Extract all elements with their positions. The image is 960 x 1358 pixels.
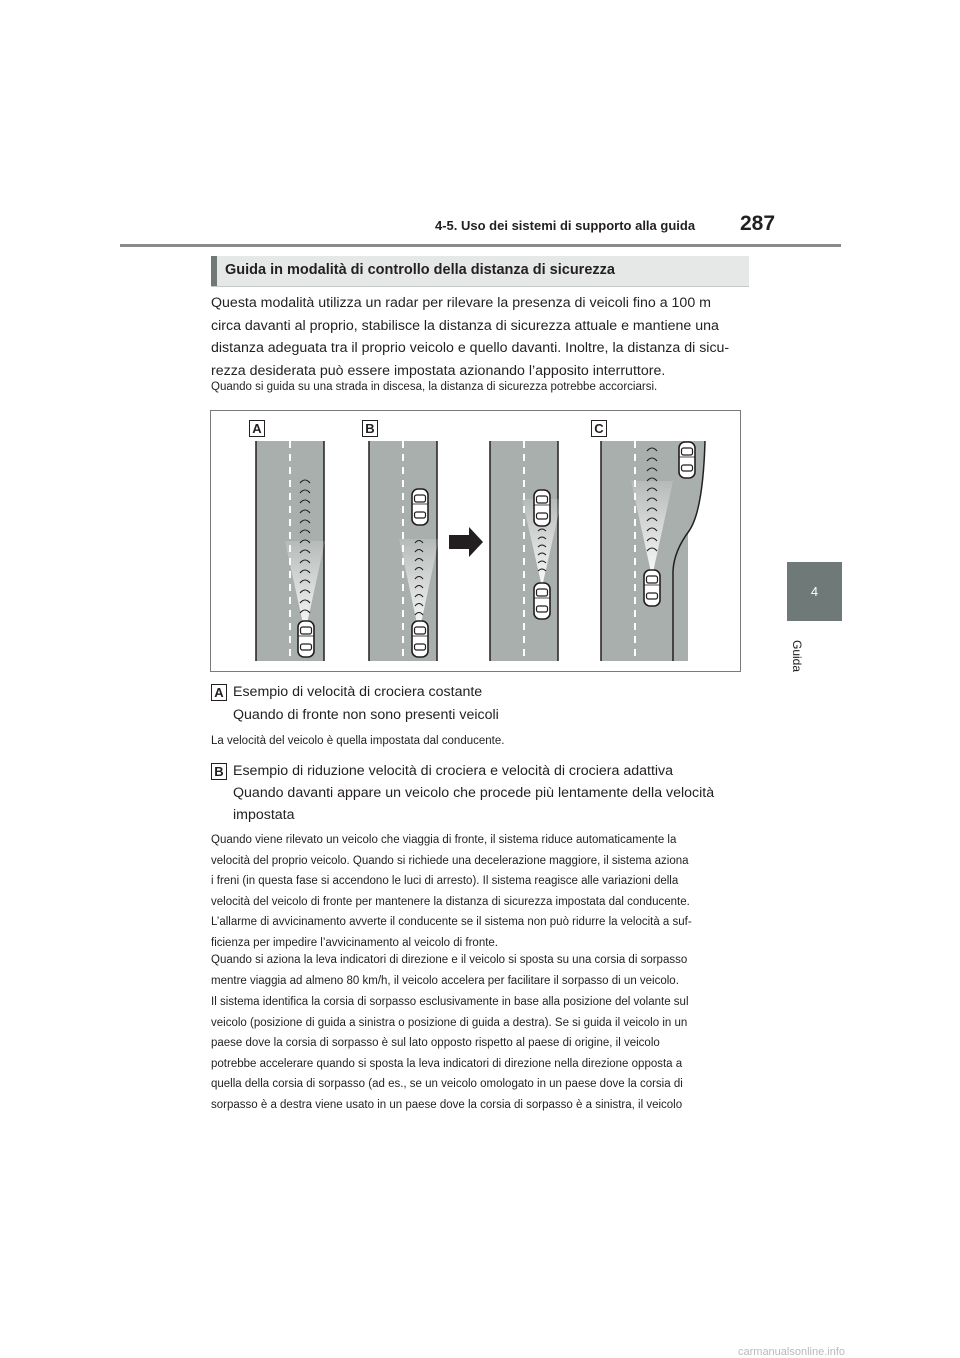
diagram-label-c: C xyxy=(591,420,607,437)
paragraph-line: veicolo (posizione di guida a sinistra o posizione di guida a destra). Se si guida il veicolo in un xyxy=(211,1016,688,1029)
item-b-title: Esempio di riduzione velocità di crociera e velocità di crociera adattiva xyxy=(233,763,674,779)
paragraph-line: Il sistema identifica la corsia di sorpasso esclusivamente in base alla posizione del volante sul xyxy=(211,996,689,1008)
item-a-note: La velocità del veicolo è quella impostata dal conducente. xyxy=(211,735,505,747)
section-heading xyxy=(211,256,749,287)
item-b-paragraph-3 xyxy=(211,992,756,1115)
intro-note: Quando si guida su una strada in discesa, la distanza di sicurezza potrebbe accorciarsi. xyxy=(211,381,658,393)
intro-line: distanza adeguata tra il proprio veicolo e quello davanti. Inoltre, la distanza di sicu- xyxy=(211,340,730,356)
paragraph-line: mentre viaggia ad almeno 80 km/h, il veicolo accelera per facilitare il sorpasso di un veicolo. xyxy=(211,974,679,987)
paragraph-line: paese dove la corsia di sorpasso è sul lato opposto rispetto al paese di origine, il veicolo xyxy=(211,1037,660,1049)
chapter-number: 4 xyxy=(810,584,819,599)
paragraph-line: ficienza per impedire l’avvicinamento al veicolo di fronte. xyxy=(211,936,499,949)
header-rule xyxy=(120,244,841,247)
road-b xyxy=(369,441,439,661)
road-a xyxy=(256,441,325,661)
item-a-letter: A xyxy=(211,684,227,701)
item-b-subtitle-line: Quando davanti appare un veicolo che procede più lentamente della velocità xyxy=(233,785,715,801)
transition-arrow xyxy=(449,527,483,557)
header-section-title: 4-5. Uso dei sistemi di supporto alla guida xyxy=(435,218,696,233)
intro-line: Questa modalità utilizza un radar per rilevare la presenza di veicoli fino a 100 m xyxy=(211,295,711,311)
road-b-after xyxy=(490,441,562,661)
paragraph-line: potrebbe accelerare quando si sposta la leva indicatori di direzione nella direzione opposta a xyxy=(211,1057,683,1070)
item-b-paragraph-1 xyxy=(211,830,756,953)
item-a-subtitle: Quando di fronte non sono presenti veicoli xyxy=(233,707,499,723)
item-b-letter: B xyxy=(211,763,227,780)
item-b-subtitle-line: impostata xyxy=(233,807,295,823)
intro-line: circa davanti al proprio, stabilisce la distanza di sicurezza attuale e mantiene una xyxy=(211,317,719,334)
paragraph-line: sorpasso è a destra viene usato in un paese dove la corsia di sorpasso è a sinistra, il veicolo xyxy=(211,1098,683,1111)
diagram-label-b: B xyxy=(362,420,378,437)
page-number: 287 xyxy=(740,212,776,235)
paragraph-line: L’allarme di avvicinamento avverte il conducente se il sistema non può ridurre la velocità a suf- xyxy=(211,916,692,928)
item-b-paragraph-2 xyxy=(211,950,756,991)
road-c xyxy=(601,441,705,661)
paragraph-line: Quando si aziona la leva indicatori di direzione e il veicolo si sposta su una corsia di sorpasso xyxy=(211,954,688,966)
intro-line: rezza desiderata può essere impostata azionando l’apposito interruttore. xyxy=(211,362,666,379)
intro-paragraph xyxy=(211,292,756,382)
chapter-name: Guida xyxy=(790,640,804,673)
diagram-illustration xyxy=(211,411,740,671)
paragraph-line: velocità del proprio veicolo. Quando si richiede una decelerazione maggiore, il sistema aziona xyxy=(211,854,689,867)
footer-watermark[interactable]: carmanualsonline.info xyxy=(738,1346,846,1358)
paragraph-line: velocità del veicolo di fronte per mantenere la distanza di sicurezza impostata dal conducente. xyxy=(211,895,690,908)
paragraph-line: quella della corsia di sorpasso (ad es., se un veicolo omologato in un paese dove la corsia di xyxy=(211,1078,683,1090)
paragraph-line: i freni (in questa fase si accendono le luci di arresto). Il sistema reagisce alle variazioni della xyxy=(211,875,679,887)
paragraph-line: Quando viene rilevato un veicolo che viaggia di fronte, il sistema riduce automaticamente la xyxy=(211,834,677,846)
item-a-title: Esempio di velocità di crociera costante xyxy=(233,684,483,700)
section-heading-bar xyxy=(211,256,217,286)
cruise-control-diagram xyxy=(210,410,741,672)
section-heading-text: Guida in modalità di controllo della distanza di sicurezza xyxy=(225,262,615,278)
chapter-tab[interactable] xyxy=(787,562,842,621)
diagram-label-a: A xyxy=(249,420,265,437)
